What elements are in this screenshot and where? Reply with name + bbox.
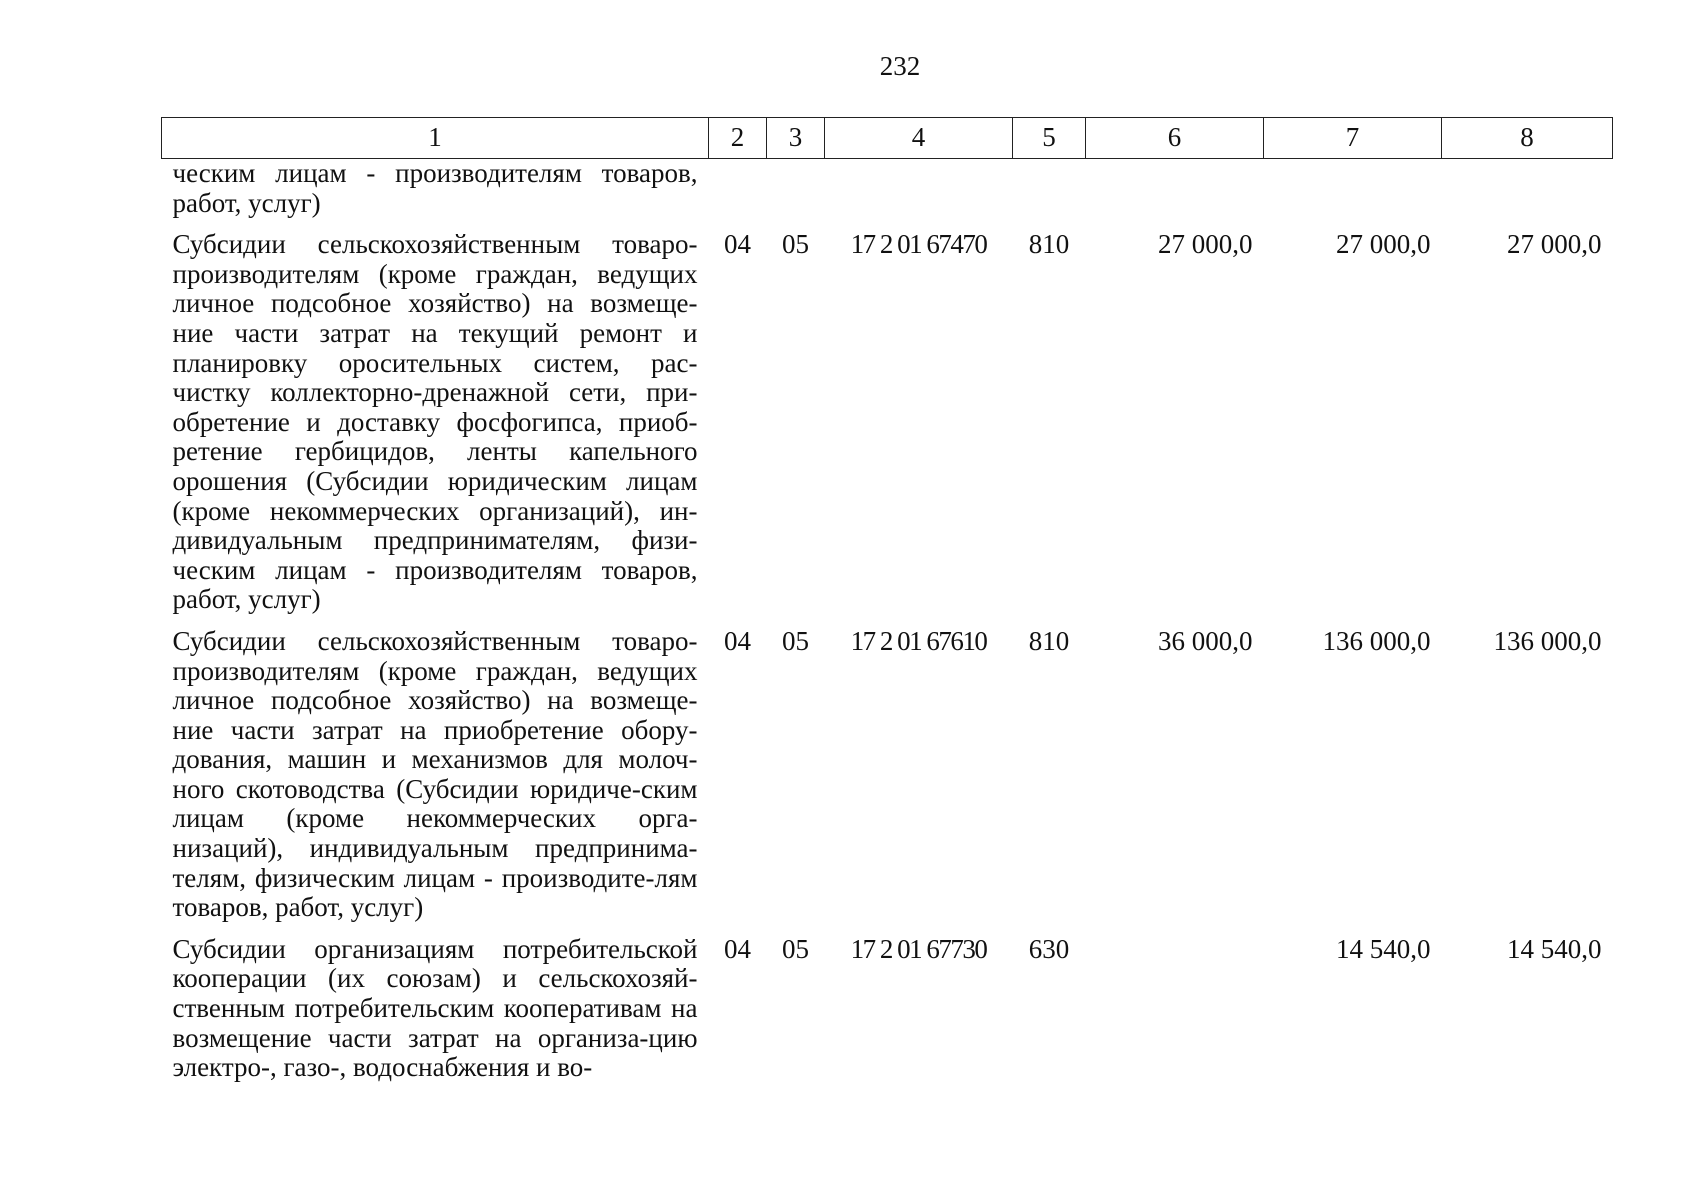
- row-target-code: 17 2 01 67470: [850, 229, 987, 260]
- row-expense-type: [1013, 159, 1086, 231]
- row-description: Субсидии организациям потребительской кооперации (их союзам) и сельскохозяй-ственным потребительским кооперативам на возмещение части затрат на организа-цию электро-, газо-, водоснабжения и во-: [172, 933, 698, 1083]
- table-row: [162, 935, 1613, 1095]
- row-amount-col7: 27 000,0: [1336, 229, 1431, 260]
- row-amount-col8: 27 000,0: [1507, 229, 1602, 260]
- row-amount-col6: [1086, 159, 1264, 231]
- row-subsection: 05: [782, 933, 809, 964]
- table-row: [162, 627, 1613, 935]
- row-section: 04: [724, 625, 751, 656]
- row-amount-col7: 136 000,0: [1322, 625, 1431, 656]
- row-subsection: 05: [782, 625, 809, 656]
- row-target-code: 17 2 01 67730: [850, 933, 987, 964]
- header-col-4: 4: [825, 118, 1013, 159]
- row-target-code: [825, 159, 1013, 231]
- header-col-3: 3: [767, 118, 825, 159]
- row-amount-col8: [1442, 159, 1613, 231]
- row-expense-type: 810: [1028, 229, 1070, 260]
- table-row: [162, 230, 1613, 627]
- page-number: [0, 50, 1698, 82]
- row-description: Субсидии сельскохозяйственным товаро-производителям (кроме граждан, ведущих личное подсобное хозяйство) на возмеще-ние части затрат на приобретение обору-дования, машин и механизмов для молоч-ного скотоводства (Субсидии юридиче-ским лицам (кроме некоммерческих орга-низаций), индивидуальным предпринима-телям, физическим лицам - производите-лям товаров, работ, услуг): [172, 625, 698, 923]
- row-amount-col6: 36 000,0: [1158, 625, 1253, 656]
- row-expense-type: 810: [1028, 625, 1070, 656]
- row-description: Субсидии сельскохозяйственным товаро-производителям (кроме граждан, ведущих личное подсобное хозяйство) на возмеще-ние части затрат на текущий ремонт и планировку оросительных систем, рас-чистку коллекторно-дренажной сети, при-обретение и доставку фосфогипса, приоб-ретение гербицидов, ленты капельного орошения (Субсидии юридическим лицам (кроме некоммерческих организаций), ин-дивидуальным предпринимателям, физи-ческим лицам - производителям товаров, работ, услуг): [172, 229, 698, 615]
- row-target-code: 17 2 01 67610: [850, 625, 987, 656]
- row-subsection: 05: [782, 229, 809, 260]
- header-row: [162, 118, 1613, 159]
- row-amount-col6: [1086, 935, 1264, 1095]
- row-amount-col8: 136 000,0: [1493, 625, 1602, 656]
- row-amount-col7: 14 540,0: [1336, 933, 1431, 964]
- budget-table: [161, 117, 1613, 1095]
- row-section: [709, 159, 767, 231]
- row-expense-type: 630: [1028, 933, 1070, 964]
- row-section: 04: [724, 933, 751, 964]
- row-description: ческим лицам - производителям товаров, работ, услуг): [172, 158, 698, 218]
- header-col-8: 8: [1442, 118, 1613, 159]
- row-section: 04: [724, 229, 751, 260]
- table-body: [162, 159, 1613, 1095]
- table-row: [162, 159, 1613, 231]
- header-col-6: 6: [1086, 118, 1264, 159]
- row-subsection: [767, 159, 825, 231]
- table-header: [162, 118, 1613, 159]
- row-amount-col8: 14 540,0: [1507, 933, 1602, 964]
- header-col-5: 5: [1013, 118, 1086, 159]
- page-number-text: 232: [879, 51, 921, 81]
- header-col-1: 1: [162, 118, 709, 159]
- row-amount-col6: 27 000,0: [1158, 229, 1253, 260]
- row-amount-col7: [1264, 159, 1442, 231]
- header-col-2: 2: [709, 118, 767, 159]
- header-col-7: 7: [1264, 118, 1442, 159]
